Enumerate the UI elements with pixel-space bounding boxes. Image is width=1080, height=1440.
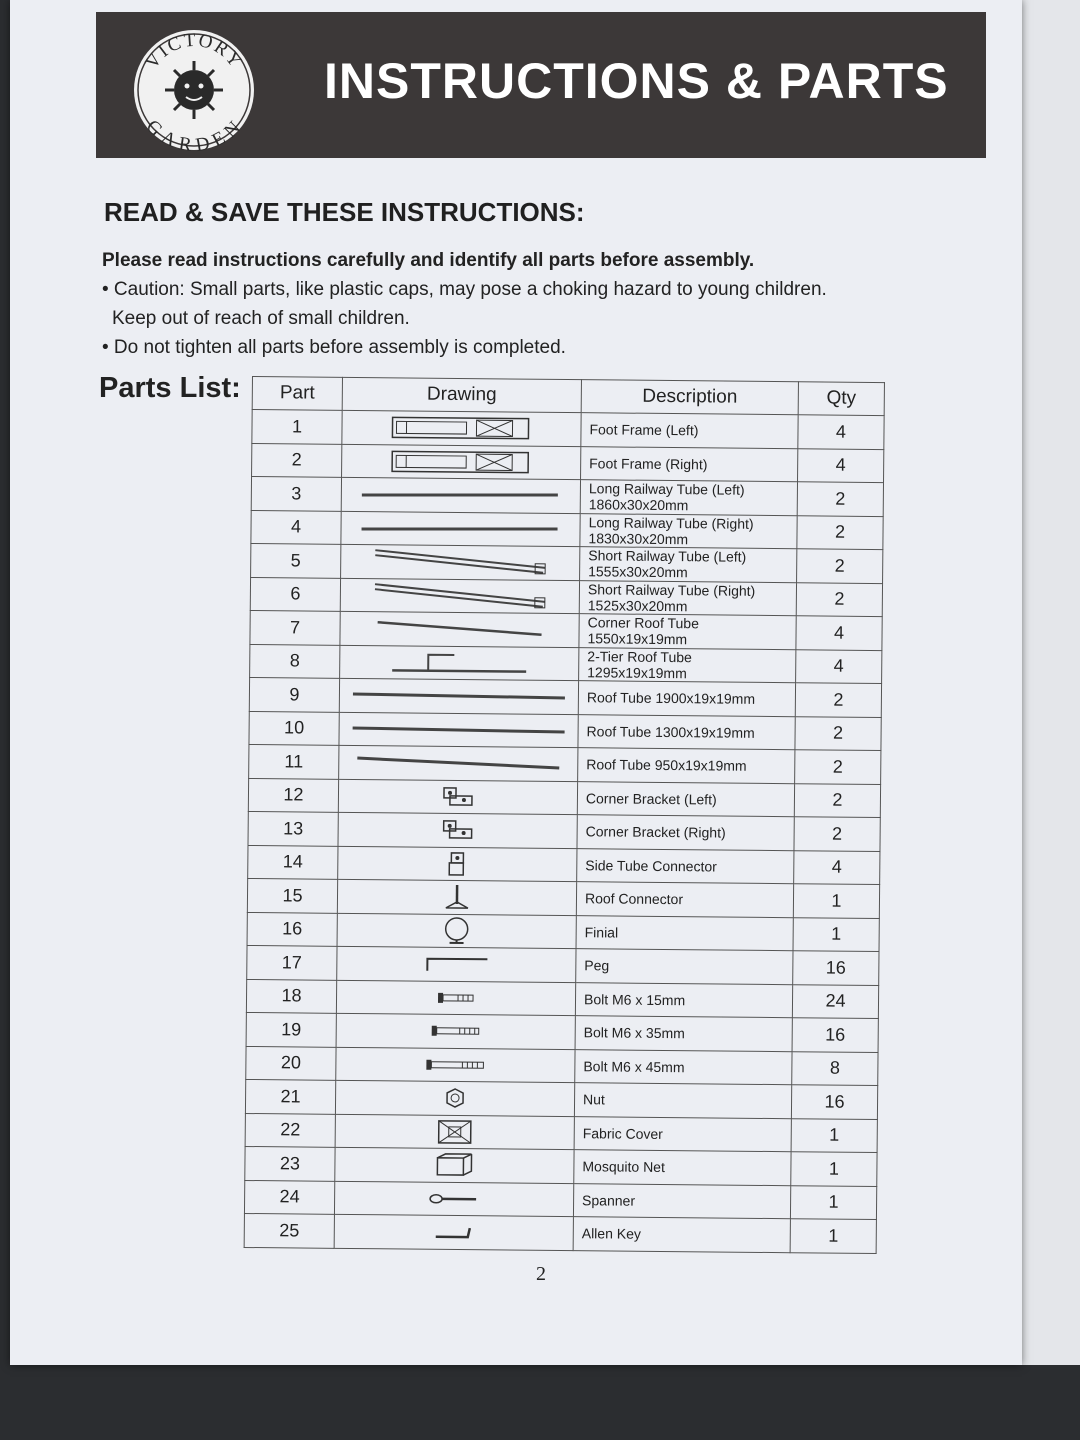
peg-icon xyxy=(421,953,491,976)
part-number: 24 xyxy=(244,1180,334,1214)
part-drawing xyxy=(342,410,581,446)
part-drawing xyxy=(340,611,579,647)
parts-list-label: Parts List: xyxy=(99,372,241,404)
part-number: 14 xyxy=(248,845,338,879)
page-title: INSTRUCTIONS & PARTS xyxy=(324,53,949,109)
part-drawing xyxy=(336,1047,575,1083)
part-description xyxy=(579,580,796,616)
part-drawing xyxy=(340,578,579,614)
part-quantity: 2 xyxy=(797,482,883,516)
part-drawing xyxy=(342,444,581,480)
part-quantity: 2 xyxy=(795,750,881,784)
part-quantity: 4 xyxy=(798,448,884,482)
part-description xyxy=(580,513,797,549)
roof-tube-icon xyxy=(349,689,569,703)
part-dimensions: 1860x30x20mm xyxy=(588,496,689,514)
column-header-qty: Qty xyxy=(798,382,884,416)
part-number: 2 xyxy=(252,443,342,477)
part-number: 22 xyxy=(245,1113,335,1147)
part-number: 19 xyxy=(246,1012,336,1046)
part-description xyxy=(577,815,794,851)
part-quantity: 2 xyxy=(794,817,880,851)
part-description xyxy=(577,848,794,884)
caution-line: • Caution: Small parts, like plastic caps, may pose a choking hazard to young children. xyxy=(102,279,827,300)
roof-connector-icon xyxy=(442,882,472,912)
part-dimensions: 1525x30x20mm xyxy=(587,596,688,614)
net-box-icon xyxy=(434,1152,474,1178)
spanner-icon xyxy=(428,1191,480,1205)
part-number: 25 xyxy=(244,1213,334,1247)
part-quantity: 1 xyxy=(793,884,879,918)
part-description-text: Corner Roof Tube xyxy=(587,614,700,632)
part-number: 15 xyxy=(247,878,337,912)
side-connector-icon xyxy=(445,850,469,878)
tighten-note: • Do not tighten all parts before assembly is completed. xyxy=(102,337,566,358)
intro-block xyxy=(102,246,922,362)
part-number: 18 xyxy=(246,979,336,1013)
bolt-medium-icon xyxy=(430,1024,482,1038)
header-banner xyxy=(96,12,986,158)
part-description-text: Roof Tube 1900x19x19mm xyxy=(586,689,756,708)
part-number: 4 xyxy=(251,510,341,544)
part-quantity: 1 xyxy=(790,1185,876,1219)
part-dimensions: 1550x19x19mm xyxy=(587,630,688,648)
part-drawing xyxy=(337,879,576,915)
part-drawing xyxy=(338,779,577,815)
part-number: 16 xyxy=(247,912,337,946)
part-description-text: Bolt M6 x 15mm xyxy=(583,990,686,1008)
part-quantity: 1 xyxy=(791,1118,877,1152)
part-drawing xyxy=(335,1080,574,1116)
caution-continued: Keep out of reach of small children. xyxy=(112,308,410,329)
intro-lead: Please read instructions carefully and identify all parts before assembly. xyxy=(102,250,755,271)
allen-key-icon xyxy=(432,1222,476,1242)
part-description xyxy=(579,614,796,650)
part-number: 21 xyxy=(245,1079,335,1113)
part-description-text: Corner Bracket (Left) xyxy=(585,789,717,808)
part-drawing xyxy=(341,511,580,547)
part-number: 8 xyxy=(250,644,340,678)
part-description xyxy=(575,982,792,1018)
part-drawing xyxy=(336,980,575,1016)
fabric-box-icon xyxy=(436,1118,474,1146)
part-drawing xyxy=(334,1181,573,1217)
part-dimensions: 1295x19x19mm xyxy=(587,663,687,681)
part-drawing xyxy=(340,645,579,681)
part-description xyxy=(576,915,793,951)
part-quantity: 8 xyxy=(792,1051,878,1085)
part-description xyxy=(575,1016,792,1052)
part-description xyxy=(580,480,797,516)
adjacent-page xyxy=(1018,0,1080,1365)
part-quantity: 2 xyxy=(795,716,881,750)
part-drawing xyxy=(336,1013,575,1049)
roof-tube-short-icon xyxy=(353,754,563,772)
part-description-text: Mosquito Net xyxy=(582,1158,665,1176)
part-number: 5 xyxy=(251,543,341,577)
part-description-text: Nut xyxy=(582,1091,605,1108)
page-number: 2 xyxy=(536,1263,546,1285)
victory-garden-logo xyxy=(132,28,256,152)
part-number: 9 xyxy=(249,677,339,711)
part-drawing xyxy=(339,712,578,748)
part-quantity: 24 xyxy=(792,984,878,1018)
part-description-text: Roof Connector xyxy=(584,890,684,908)
part-number: 11 xyxy=(249,744,339,778)
part-description xyxy=(575,1049,792,1085)
column-header-drawing: Drawing xyxy=(342,377,581,412)
part-drawing xyxy=(338,846,577,882)
part-description-text: Bolt M6 x 35mm xyxy=(583,1024,685,1042)
part-description-text: Roof Tube 950x19x19mm xyxy=(586,756,747,775)
part-description xyxy=(580,547,797,583)
part-quantity: 2 xyxy=(794,783,880,817)
part-description-text: Short Railway Tube (Right) xyxy=(587,580,756,599)
part-quantity: 16 xyxy=(791,1085,877,1119)
part-drawing xyxy=(334,1214,573,1250)
part-description-text: Foot Frame (Left) xyxy=(589,421,699,439)
parts-table xyxy=(244,376,885,1254)
part-number: 12 xyxy=(248,778,338,812)
part-quantity: 4 xyxy=(796,649,882,683)
part-number: 10 xyxy=(249,711,339,745)
table-row xyxy=(244,1213,876,1253)
part-description-text: Corner Bracket (Right) xyxy=(585,823,726,841)
part-quantity: 1 xyxy=(793,917,879,951)
part-description-text: Finial xyxy=(584,923,619,941)
part-description-text: Allen Key xyxy=(581,1225,642,1243)
part-description xyxy=(573,1183,790,1219)
part-description xyxy=(578,681,795,717)
part-quantity: 1 xyxy=(791,1152,877,1186)
part-description-text: Short Railway Tube (Left) xyxy=(588,547,747,566)
tier-tube-icon xyxy=(384,650,534,675)
logo-text-top: VICTORY xyxy=(141,29,247,73)
part-description-text: Roof Tube 1300x19x19mm xyxy=(586,722,755,741)
part-description xyxy=(574,1083,791,1119)
finial-icon xyxy=(442,915,472,947)
part-description xyxy=(577,781,794,817)
corner-bracket-icon xyxy=(440,784,476,810)
part-quantity: 1 xyxy=(790,1219,876,1253)
part-number: 13 xyxy=(248,811,338,845)
nut-icon xyxy=(444,1087,466,1109)
roof-tube-icon xyxy=(349,723,569,737)
part-description-text: Side Tube Connector xyxy=(585,856,717,875)
part-quantity: 2 xyxy=(797,515,883,549)
rail-tube-icon xyxy=(365,580,555,612)
part-quantity: 4 xyxy=(798,415,884,449)
part-number: 1 xyxy=(252,410,342,444)
part-drawing xyxy=(339,678,578,714)
part-description-text: Long Railway Tube (Left) xyxy=(588,480,745,498)
part-quantity: 16 xyxy=(792,1018,878,1052)
part-drawing xyxy=(335,1114,574,1150)
part-number: 20 xyxy=(246,1046,336,1080)
angled-tube-icon xyxy=(369,619,549,639)
column-header-description: Description xyxy=(581,380,798,415)
part-description xyxy=(578,748,795,784)
part-quantity: 4 xyxy=(796,616,882,650)
part-quantity: 2 xyxy=(797,549,883,583)
foot-frame-icon xyxy=(386,447,536,476)
part-number: 6 xyxy=(250,577,340,611)
part-dimensions: 1830x30x20mm xyxy=(588,529,689,547)
part-description xyxy=(581,446,798,482)
part-description xyxy=(574,1150,791,1186)
part-description xyxy=(578,714,795,750)
part-drawing xyxy=(341,544,580,580)
column-header-part: Part xyxy=(252,377,342,411)
part-drawing xyxy=(341,477,580,513)
part-description xyxy=(574,1116,791,1152)
bolt-long-icon xyxy=(424,1057,486,1072)
part-dimensions: 1555x30x20mm xyxy=(588,563,688,581)
part-drawing xyxy=(335,1147,574,1183)
part-number: 23 xyxy=(245,1146,335,1180)
part-description xyxy=(573,1217,790,1253)
part-description-text: Fabric Cover xyxy=(582,1124,663,1142)
logo-text-bottom: GARDEN xyxy=(141,116,247,152)
part-drawing xyxy=(337,913,576,949)
part-drawing xyxy=(338,812,577,848)
part-quantity: 2 xyxy=(796,582,882,616)
long-tube-icon xyxy=(355,522,565,536)
part-quantity: 16 xyxy=(793,951,879,985)
part-quantity: 2 xyxy=(795,683,881,717)
part-number: 17 xyxy=(247,945,337,979)
parts-table-body xyxy=(244,410,884,1254)
part-description-text: Bolt M6 x 45mm xyxy=(583,1057,685,1075)
part-description-text: Peg xyxy=(584,957,610,974)
part-number: 3 xyxy=(251,477,341,511)
part-description-text: 2-Tier Roof Tube xyxy=(587,647,692,665)
part-description xyxy=(579,647,796,683)
foot-frame-icon xyxy=(386,414,536,443)
part-description xyxy=(581,413,798,449)
part-description-text: Foot Frame (Right) xyxy=(589,454,708,473)
part-description xyxy=(576,949,793,985)
bolt-short-icon xyxy=(436,991,476,1005)
part-number: 7 xyxy=(250,610,340,644)
part-description-text: Long Railway Tube (Right) xyxy=(588,513,754,532)
long-tube-icon xyxy=(356,488,566,502)
part-drawing xyxy=(337,946,576,982)
part-description-text: Spanner xyxy=(582,1191,636,1209)
part-drawing xyxy=(339,745,578,781)
corner-bracket-icon xyxy=(440,817,476,843)
part-quantity: 4 xyxy=(794,850,880,884)
part-description xyxy=(576,882,793,918)
read-save-heading: READ & SAVE THESE INSTRUCTIONS: xyxy=(104,197,585,227)
rail-tube-icon xyxy=(365,546,555,578)
parts-table-container xyxy=(244,376,884,1248)
